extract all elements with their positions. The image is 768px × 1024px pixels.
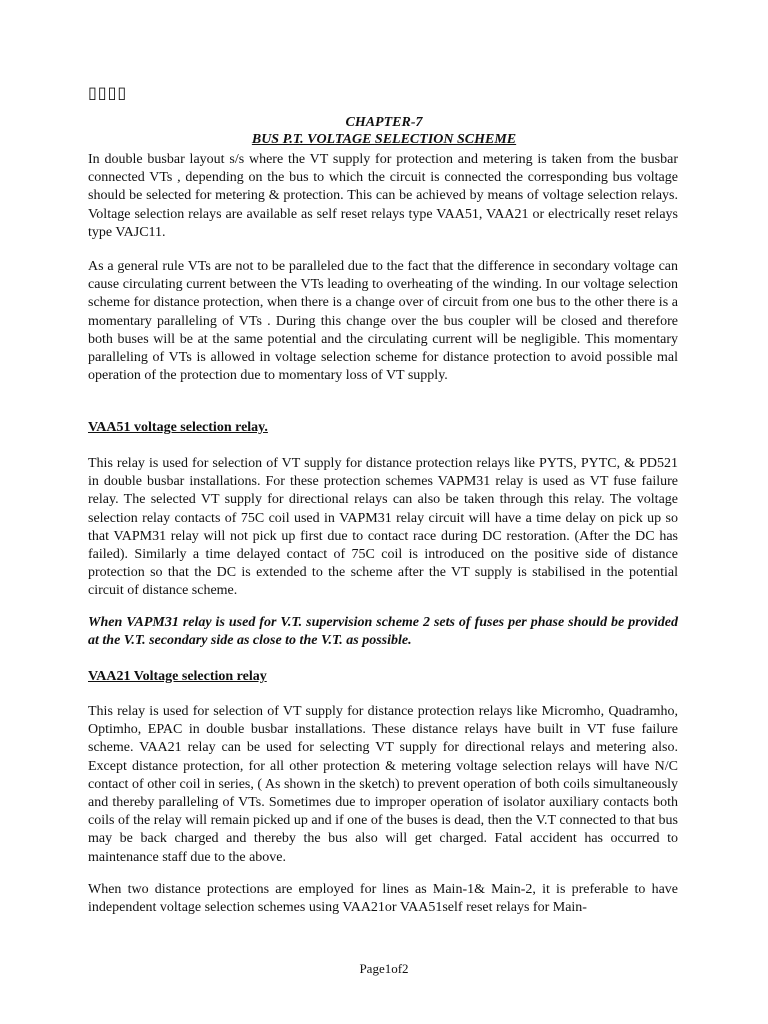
- fuse-note: [88, 614, 678, 650]
- paragraph-text: As a general rule VTs are not to be paralleled due to the fact that the difference in secondary voltage can cause circulating current between the VTs leading to overheating of the winding. In our voltage selection scheme for distance protection, when there is a change over of circuit from one bus to the other there is a momentary paralleling of VTs . During this change over the bus coupler will be closed and therefore both buses will be at the same potential and the circulating current will be negligible. This momentary paralleling of VTs is allowed in voltage selection scheme for distance protection to avoid possible mal operation of the protection due to momentary loss of VT supply.: [88, 259, 678, 384]
- chapter-title: BUS P.T. VOLTAGE SELECTION SCHEME: [251, 132, 517, 147]
- paragraph-text: This relay is used for selection of VT supply for distance protection relays like Micromho, Quadramho, Optimho, EPAC in double busbar installations. These distance relays have built in VT fuse failure scheme. VAA21 relay can be used for selecting VT supply for directional relays and metering also. Except distance protection, for all other protection & metering voltage selection relays will have N/C contact of other coil in series, ( As shown in the sketch) to prevent operation of both coils simultaneously and thereby paralleling of VTs. Sometimes due to improper operation of isolator auxiliary contacts both coils of the relay will remain picked up and if one of the buses is dead, then the V.T connected to that bus may be back charged and thereby the bus also will get charged. Fatal accident has occurred to maintenance staff due to the above.: [88, 704, 678, 865]
- chapter-number: CHAPTER-7: [345, 115, 423, 130]
- body-paragraph-2: [88, 258, 678, 385]
- section-heading-vaa51: [88, 419, 678, 437]
- body-paragraph-5: [88, 881, 678, 917]
- paragraph-text: This relay is used for selection of VT supply for distance protection relays like PYTS, PYTC, & PD521 in double busbar installations. For these protection schemes VAPM31 relay is used as VT fuse failure relay. The selected VT supply for directional relays can also be taken through this relay. The voltage selection relay contacts of 75C coil used in VAPM31 relay circuit will have a time delay on pick up so that VAPM31 relay will not pick up first due to contact race during DC restoration. (After the DC has failed). Similarly a time delayed contact of 75C coil is introduced on the positive side of distance protection so that the DC is extended to the scheme after the VT supply is stabilised in the potential circuit of distance scheme.: [88, 456, 678, 599]
- paragraph-text: In double busbar layout s/s where the VT supply for protection and metering is taken from the busbar connected VTs , depending on the bus to which the circuit is connected the corresponding bus voltage should be selected for metering & protection. This can be achieved by means of voltage selection relays. Voltage selection relays are available as self reset relays type VAA51, VAA21 or electrically reset relays type VAJC11.: [88, 152, 678, 240]
- body-paragraph-1: [88, 151, 678, 242]
- body-paragraph-3: [88, 455, 678, 601]
- body-paragraph-4: [88, 703, 678, 867]
- paragraph-text: When two distance protections are employed for lines as Main-1& Main-2, it is preferable to have independent voltage selection schemes using VAA21or VAA51self reset relays for Main-: [88, 882, 678, 916]
- heading-text: VAA51 voltage selection relay.: [88, 420, 268, 435]
- header-glyphs: ▯▯▯▯: [88, 83, 128, 102]
- page-number: Page1of2: [359, 961, 409, 976]
- note-text: When VAPM31 relay is used for V.T. supervision scheme 2 sets of fuses per phase should be provided at the V.T. secondary side as close to the V.T. as possible.: [88, 615, 678, 649]
- section-heading-vaa21: [88, 668, 678, 686]
- heading-text: VAA21 Voltage selection relay: [88, 669, 267, 684]
